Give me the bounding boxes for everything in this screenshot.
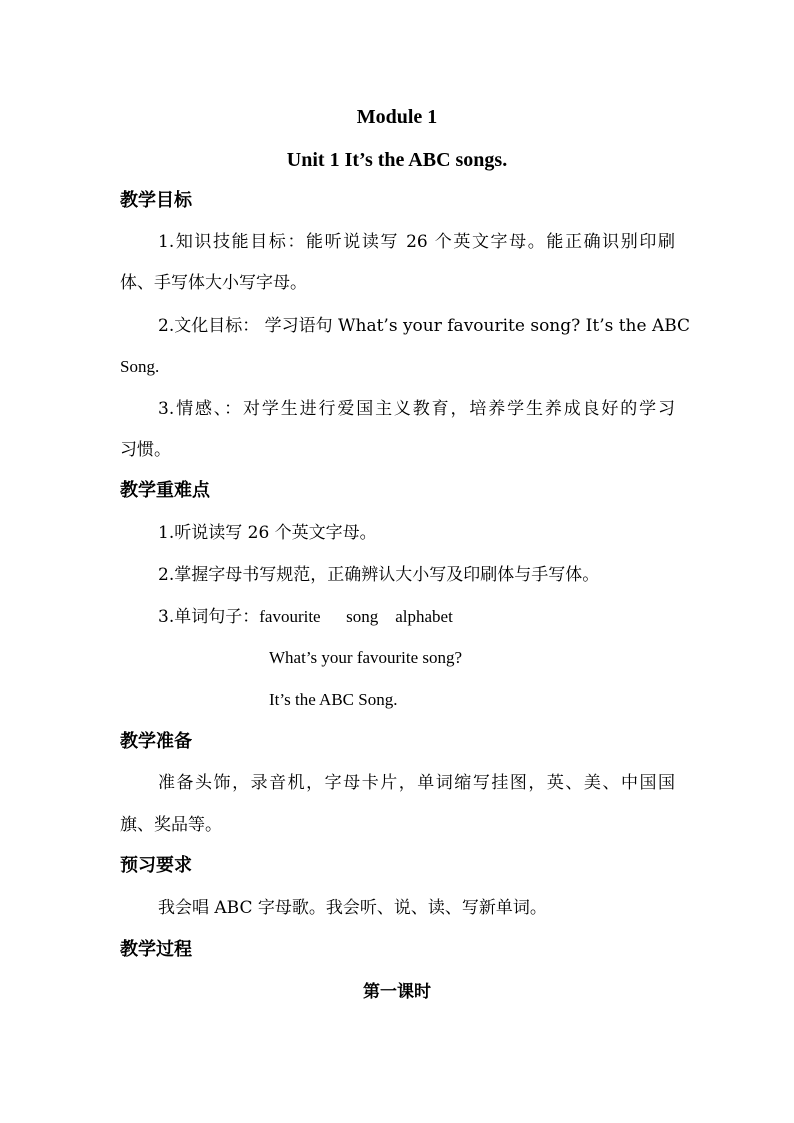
lesson-title: 第一课时: [363, 982, 431, 1002]
objective-3-line-2: 习惯。: [120, 440, 171, 460]
key-point-3-label: 3.单词句子：: [158, 607, 260, 627]
unit-title: Unit 1 It’s the ABC songs.: [286, 149, 508, 171]
key-point-3-words: favourite song alphabet: [259, 607, 453, 626]
preview-line-1: 我会唱 ABC 字母歌。我会听、说、读、写新单词。: [158, 898, 547, 918]
objective-1-line-2: 体、手写体大小写字母。: [120, 273, 307, 293]
key-point-1: 1.听说读写 26 个英文字母。: [158, 523, 377, 543]
preparation-line-1: 准备头饰，录音机，字母卡片，单词缩写挂图，英、美、中国国: [158, 773, 675, 793]
key-points-heading: 教学重难点: [120, 480, 210, 501]
objective-3-line-1: 3.情感、：对学生进行爱国主义教育，培养学生养成良好的学习: [158, 399, 675, 419]
objectives-heading: 教学目标: [120, 190, 192, 211]
objective-2-line-1: 2.文化目标： 学习语句 What’s your favourite song? It’s the ABC: [158, 316, 691, 336]
module-title: Module 1: [356, 106, 438, 128]
preview-heading: 预习要求: [120, 855, 192, 876]
key-sentence-2: It’s the ABC Song.: [269, 690, 398, 709]
preparation-heading: 教学准备: [120, 731, 192, 752]
key-point-2: 2.掌握字母书写规范，正确辨认大小写及印刷体与手写体。: [158, 565, 600, 585]
objective-2-line-2: Song.: [120, 357, 160, 376]
key-sentence-1: What’s your favourite song?: [269, 648, 463, 667]
process-heading: 教学过程: [120, 939, 192, 960]
key-point-3: [158, 605, 453, 629]
objective-1-line-1: 1.知识技能目标：能听说读写 26 个英文字母。能正确识别印刷: [158, 232, 675, 252]
preparation-line-2: 旗、奖品等。: [120, 815, 222, 835]
